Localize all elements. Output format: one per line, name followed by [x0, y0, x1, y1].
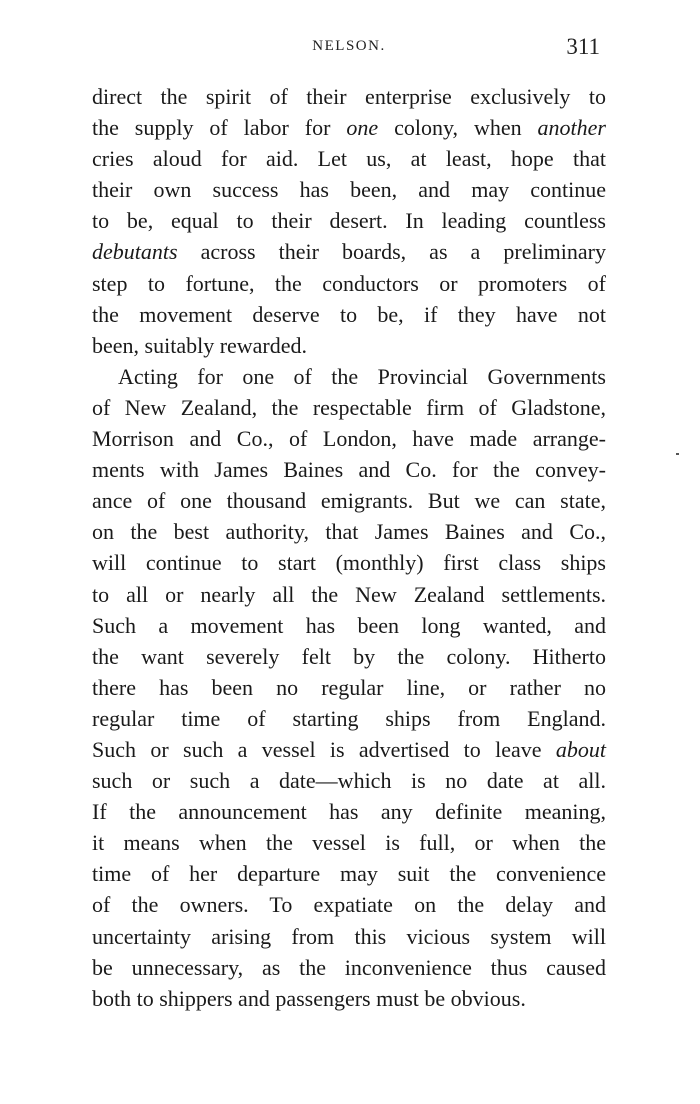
- text-line: [92, 143, 606, 174]
- text-line: [92, 485, 606, 516]
- text-segment: the movement deserve to be, if they have not: [92, 301, 606, 327]
- text-segment: step to fortune, the conductors or promoters of: [92, 270, 606, 296]
- text-line: [92, 361, 606, 392]
- text-line: [92, 268, 606, 299]
- text-segment: If the announcement has any definite meaning,: [92, 799, 606, 825]
- text-segment: Such a movement has been long wanted, and: [92, 612, 606, 638]
- text-line: [92, 889, 606, 920]
- text-line: [92, 610, 606, 641]
- text-line: [92, 547, 606, 578]
- text-segment: Such or such a vessel is advertised to leave: [92, 736, 556, 762]
- text-segment: colony, when: [378, 115, 538, 141]
- text-line: [92, 952, 606, 983]
- text-line: [92, 81, 606, 112]
- text-segment: Morrison and Co., of London, have made arrange-: [92, 426, 606, 452]
- text-segment: Acting for one of the Provincial Governments: [118, 363, 606, 389]
- text-segment: cries aloud for aid. Let us, at least, hope that: [92, 146, 606, 172]
- text-segment: their own success has been, and may continue: [92, 177, 606, 203]
- text-segment: across their boards, as a preliminary: [177, 239, 606, 265]
- text-line: [92, 734, 606, 765]
- text-line: [92, 299, 606, 330]
- text-line: [92, 921, 606, 952]
- text-line: [92, 672, 606, 703]
- text-segment: of the owners. To expatiate on the delay and: [92, 892, 606, 918]
- text-segment: ments with James Baines and Co. for the convey-: [92, 457, 606, 483]
- text-line: [92, 983, 606, 1014]
- italic-word: debutants: [92, 239, 178, 265]
- text-line: [92, 858, 606, 889]
- text-segment: both to shippers and passengers must be obvious.: [92, 985, 526, 1011]
- text-segment: regular time of starting ships from England.: [92, 705, 606, 731]
- text-line: [92, 205, 606, 236]
- text-segment: ance of one thousand emigrants. But we can state,: [92, 488, 606, 514]
- italic-word: another: [537, 115, 606, 141]
- margin-mark: [676, 453, 679, 455]
- text-line: [92, 454, 606, 485]
- text-segment: to all or nearly all the New Zealand settlements.: [92, 581, 606, 607]
- text-segment: the want severely felt by the colony. Hitherto: [92, 643, 606, 669]
- text-segment: time of her departure may suit the convenience: [92, 861, 606, 887]
- text-segment: will continue to start (monthly) first class ships: [92, 550, 606, 576]
- text-line: [92, 765, 606, 796]
- italic-word: about: [555, 736, 606, 762]
- text-segment: it means when the vessel is full, or when the: [92, 830, 606, 856]
- text-segment: there has been no regular line, or rather no: [92, 674, 606, 700]
- running-title: NELSON.: [312, 38, 386, 54]
- text-segment: uncertainty arising from this vicious system will: [92, 923, 606, 949]
- text-segment: direct the spirit of their enterprise exclusively to: [92, 84, 606, 109]
- text-segment: been, suitably rewarded.: [92, 332, 308, 358]
- text-line: [92, 827, 606, 858]
- text-line: [92, 236, 606, 267]
- text-segment: be unnecessary, as the inconvenience thus caused: [92, 954, 606, 980]
- text-line: [92, 174, 606, 205]
- text-line: [92, 516, 606, 547]
- text-line: [92, 112, 606, 143]
- text-line: [92, 423, 606, 454]
- body-text: [92, 81, 606, 1014]
- text-segment: such or such a date—which is no date at all.: [92, 768, 606, 794]
- running-head: [92, 34, 606, 64]
- text-segment: of New Zealand, the respectable firm of Gladstone,: [92, 394, 606, 420]
- text-segment: on the best authority, that James Baines and Co.,: [92, 519, 606, 545]
- page-number: 311: [566, 34, 600, 59]
- text-segment: to be, equal to their desert. In leading countless: [92, 208, 606, 234]
- text-line: [92, 796, 606, 827]
- text-line: [92, 641, 606, 672]
- text-line: [92, 579, 606, 610]
- text-line: [92, 330, 606, 361]
- text-line: [92, 392, 606, 423]
- italic-word: one: [346, 115, 379, 141]
- text-segment: the supply of labor for: [92, 115, 347, 141]
- text-line: [92, 703, 606, 734]
